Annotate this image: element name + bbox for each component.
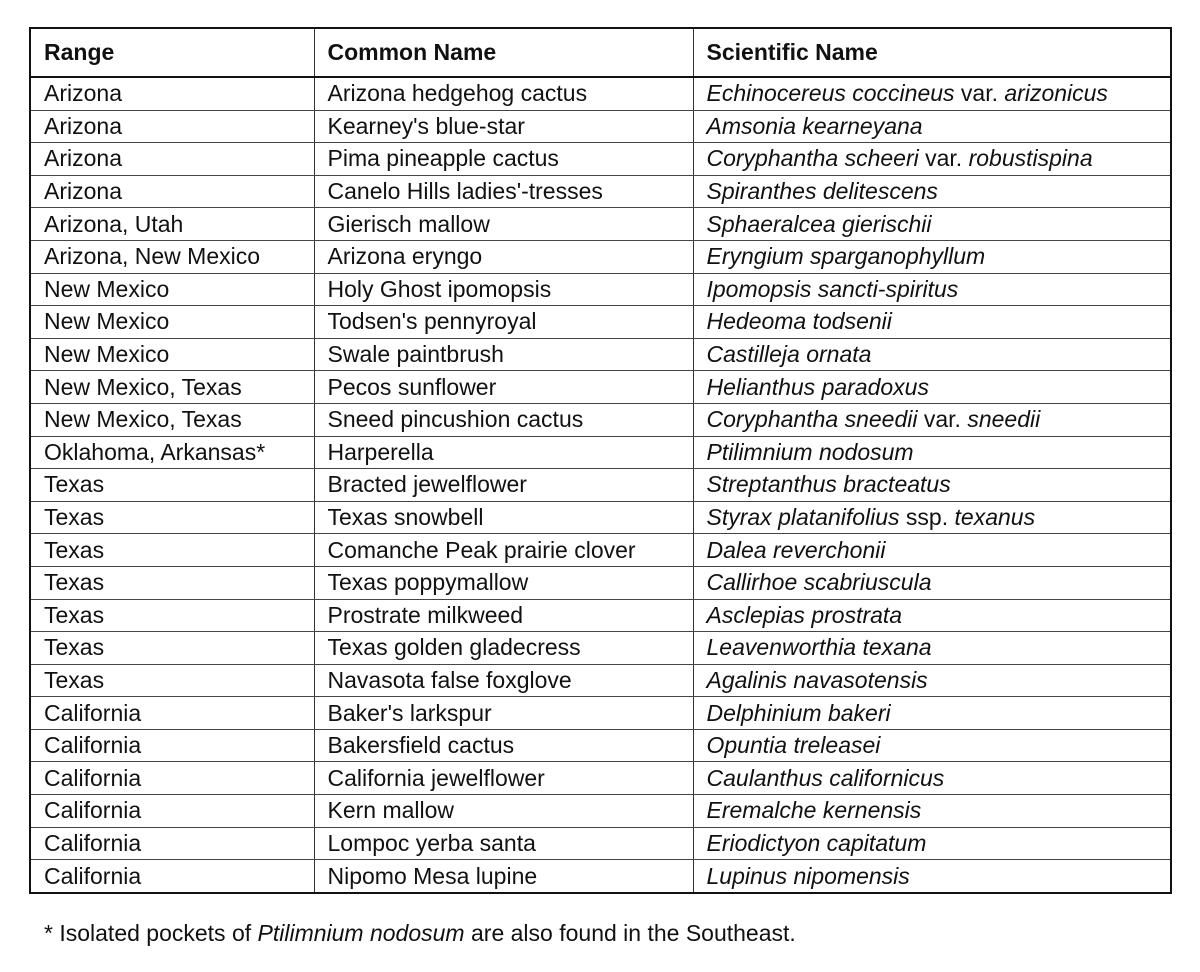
scientific-name-part: Coryphantha scheeri	[706, 145, 919, 172]
scientific-name-part: Eremalche kernensis	[706, 797, 922, 824]
scientific-name-cell	[693, 306, 1171, 339]
common-name-cell: Texas poppymallow	[314, 566, 693, 599]
table-row	[30, 175, 1171, 208]
common-name-cell: Pecos sunflower	[314, 371, 693, 404]
range-cell: Texas	[30, 469, 314, 502]
common-name-cell: Bakersfield cactus	[314, 729, 693, 762]
range-cell: Arizona	[30, 143, 314, 176]
table-row	[30, 208, 1171, 241]
scientific-name-part: Eryngium sparganophyllum	[706, 243, 986, 270]
range-cell: Arizona, New Mexico	[30, 240, 314, 273]
table-row	[30, 338, 1171, 371]
header-row	[30, 28, 1171, 77]
common-name-cell: Todsen's pennyroyal	[314, 306, 693, 339]
scientific-name-cell	[693, 110, 1171, 143]
range-cell: Texas	[30, 501, 314, 534]
scientific-name-part: Castilleja ornata	[706, 341, 872, 368]
scientific-name-cell	[693, 143, 1171, 176]
common-name-cell: Swale paintbrush	[314, 338, 693, 371]
plant-range-table	[29, 27, 1172, 894]
table-row	[30, 697, 1171, 730]
footnote-species: Ptilimnium nodosum	[257, 920, 465, 946]
range-cell: Texas	[30, 632, 314, 665]
common-name-cell: Pima pineapple cactus	[314, 143, 693, 176]
table-row	[30, 501, 1171, 534]
common-name-cell: Canelo Hills ladies'-tresses	[314, 175, 693, 208]
common-name-cell: Harperella	[314, 436, 693, 469]
scientific-name-part: Spiranthes delitescens	[706, 178, 938, 205]
scientific-name-cell	[693, 240, 1171, 273]
table-body	[30, 77, 1171, 893]
scientific-name-cell	[693, 436, 1171, 469]
scientific-name-part: Ptilimnium nodosum	[706, 438, 914, 465]
table-row	[30, 632, 1171, 665]
table-row	[30, 240, 1171, 273]
footnote-prefix: * Isolated pockets of	[44, 920, 258, 946]
table-row	[30, 403, 1171, 436]
scientific-name-cell	[693, 599, 1171, 632]
scientific-name-part: Echinocereus coccineus	[706, 80, 955, 107]
table-row	[30, 306, 1171, 339]
scientific-name-cell	[693, 697, 1171, 730]
scientific-name-cell	[693, 77, 1171, 110]
common-name-cell: Holy Ghost ipomopsis	[314, 273, 693, 306]
table-row	[30, 110, 1171, 143]
table-row	[30, 143, 1171, 176]
scientific-name-part: Eriodictyon capitatum	[706, 829, 927, 856]
scientific-name-part: Asclepias prostrata	[706, 601, 903, 628]
range-cell: New Mexico	[30, 338, 314, 371]
common-name-cell: Texas golden gladecress	[314, 632, 693, 665]
range-cell: New Mexico, Texas	[30, 371, 314, 404]
table-row	[30, 827, 1171, 860]
common-name-cell: Sneed pincushion cactus	[314, 403, 693, 436]
scientific-name-cell	[693, 762, 1171, 795]
scientific-name-part: Hedeoma todsenii	[706, 308, 892, 335]
range-cell: California	[30, 860, 314, 893]
range-cell: California	[30, 697, 314, 730]
common-name-cell: Comanche Peak prairie clover	[314, 534, 693, 567]
scientific-name-part: Delphinium bakeri	[706, 699, 891, 726]
common-name-cell: Prostrate milkweed	[314, 599, 693, 632]
rank-label: var.	[918, 145, 969, 172]
common-name-cell: Kearney's blue-star	[314, 110, 693, 143]
range-cell: New Mexico	[30, 306, 314, 339]
table-row	[30, 860, 1171, 893]
scientific-name-cell	[693, 827, 1171, 860]
scientific-name-part: arizonicus	[1004, 80, 1108, 107]
scientific-name-part: Agalinis navasotensis	[706, 666, 928, 693]
range-cell: California	[30, 729, 314, 762]
table-row	[30, 762, 1171, 795]
scientific-name-cell	[693, 371, 1171, 404]
scientific-name-part: Leavenworthia texana	[706, 634, 932, 661]
scientific-name-cell	[693, 534, 1171, 567]
range-cell: Texas	[30, 566, 314, 599]
scientific-name-part: Callirhoe scabriuscula	[706, 569, 932, 596]
range-cell: Texas	[30, 599, 314, 632]
scientific-name-part: Helianthus paradoxus	[706, 373, 929, 400]
scientific-name-cell	[693, 208, 1171, 241]
table-row	[30, 795, 1171, 828]
table-row	[30, 534, 1171, 567]
range-cell: Oklahoma, Arkansas*	[30, 436, 314, 469]
scientific-name-cell	[693, 501, 1171, 534]
range-cell: Arizona	[30, 110, 314, 143]
table-row	[30, 729, 1171, 762]
range-cell: Arizona	[30, 175, 314, 208]
table-row	[30, 599, 1171, 632]
common-name-cell: Gierisch mallow	[314, 208, 693, 241]
scientific-name-part: Streptanthus bracteatus	[706, 471, 951, 498]
rank-label: ssp.	[899, 504, 955, 531]
scientific-name-part: Ipomopsis sancti-spiritus	[706, 275, 959, 302]
scientific-name-cell	[693, 860, 1171, 893]
range-cell: Texas	[30, 664, 314, 697]
table-row	[30, 77, 1171, 110]
table-row	[30, 566, 1171, 599]
scientific-name-cell	[693, 729, 1171, 762]
table-row	[30, 469, 1171, 502]
scientific-name-cell	[693, 175, 1171, 208]
scientific-name-cell	[693, 273, 1171, 306]
range-cell: California	[30, 762, 314, 795]
header-range: Range	[30, 28, 314, 77]
rank-label: var.	[917, 406, 968, 433]
rank-label: var.	[954, 80, 1005, 107]
range-cell: Arizona	[30, 77, 314, 110]
scientific-name-part: Dalea reverchonii	[706, 536, 886, 563]
range-cell: California	[30, 827, 314, 860]
common-name-cell: Nipomo Mesa lupine	[314, 860, 693, 893]
scientific-name-part: robustispina	[968, 145, 1093, 172]
scientific-name-cell	[693, 795, 1171, 828]
range-cell: New Mexico	[30, 273, 314, 306]
scientific-name-part: texanus	[954, 504, 1036, 531]
scientific-name-part: sneedii	[967, 406, 1041, 433]
common-name-cell: California jewelflower	[314, 762, 693, 795]
common-name-cell: Bracted jewelflower	[314, 469, 693, 502]
scientific-name-part: Lupinus nipomensis	[706, 862, 910, 889]
header-scientific-name: Scientific Name	[693, 28, 1171, 77]
common-name-cell: Texas snowbell	[314, 501, 693, 534]
scientific-name-cell	[693, 338, 1171, 371]
range-cell: Arizona, Utah	[30, 208, 314, 241]
common-name-cell: Baker's larkspur	[314, 697, 693, 730]
range-cell: Texas	[30, 534, 314, 567]
scientific-name-part: Sphaeralcea gierischii	[706, 210, 932, 237]
scientific-name-cell	[693, 632, 1171, 665]
scientific-name-cell	[693, 403, 1171, 436]
scientific-name-cell	[693, 566, 1171, 599]
scientific-name-part: Coryphantha sneedii	[706, 406, 918, 433]
table-row	[30, 273, 1171, 306]
header-common-name: Common Name	[314, 28, 693, 77]
common-name-cell: Lompoc yerba santa	[314, 827, 693, 860]
scientific-name-part: Amsonia kearneyana	[706, 112, 923, 139]
scientific-name-cell	[693, 469, 1171, 502]
table-row	[30, 436, 1171, 469]
scientific-name-part: Opuntia treleasei	[706, 732, 881, 759]
common-name-cell: Navasota false foxglove	[314, 664, 693, 697]
footnote	[44, 920, 796, 947]
scientific-name-part: Caulanthus californicus	[706, 764, 945, 791]
range-cell: New Mexico, Texas	[30, 403, 314, 436]
table-row	[30, 664, 1171, 697]
scientific-name-part: Styrax platanifolius	[706, 504, 900, 531]
scientific-name-cell	[693, 664, 1171, 697]
common-name-cell: Kern mallow	[314, 795, 693, 828]
common-name-cell: Arizona hedgehog cactus	[314, 77, 693, 110]
table-row	[30, 371, 1171, 404]
range-cell: California	[30, 795, 314, 828]
footnote-suffix: are also found in the Southeast.	[464, 920, 796, 946]
common-name-cell: Arizona eryngo	[314, 240, 693, 273]
